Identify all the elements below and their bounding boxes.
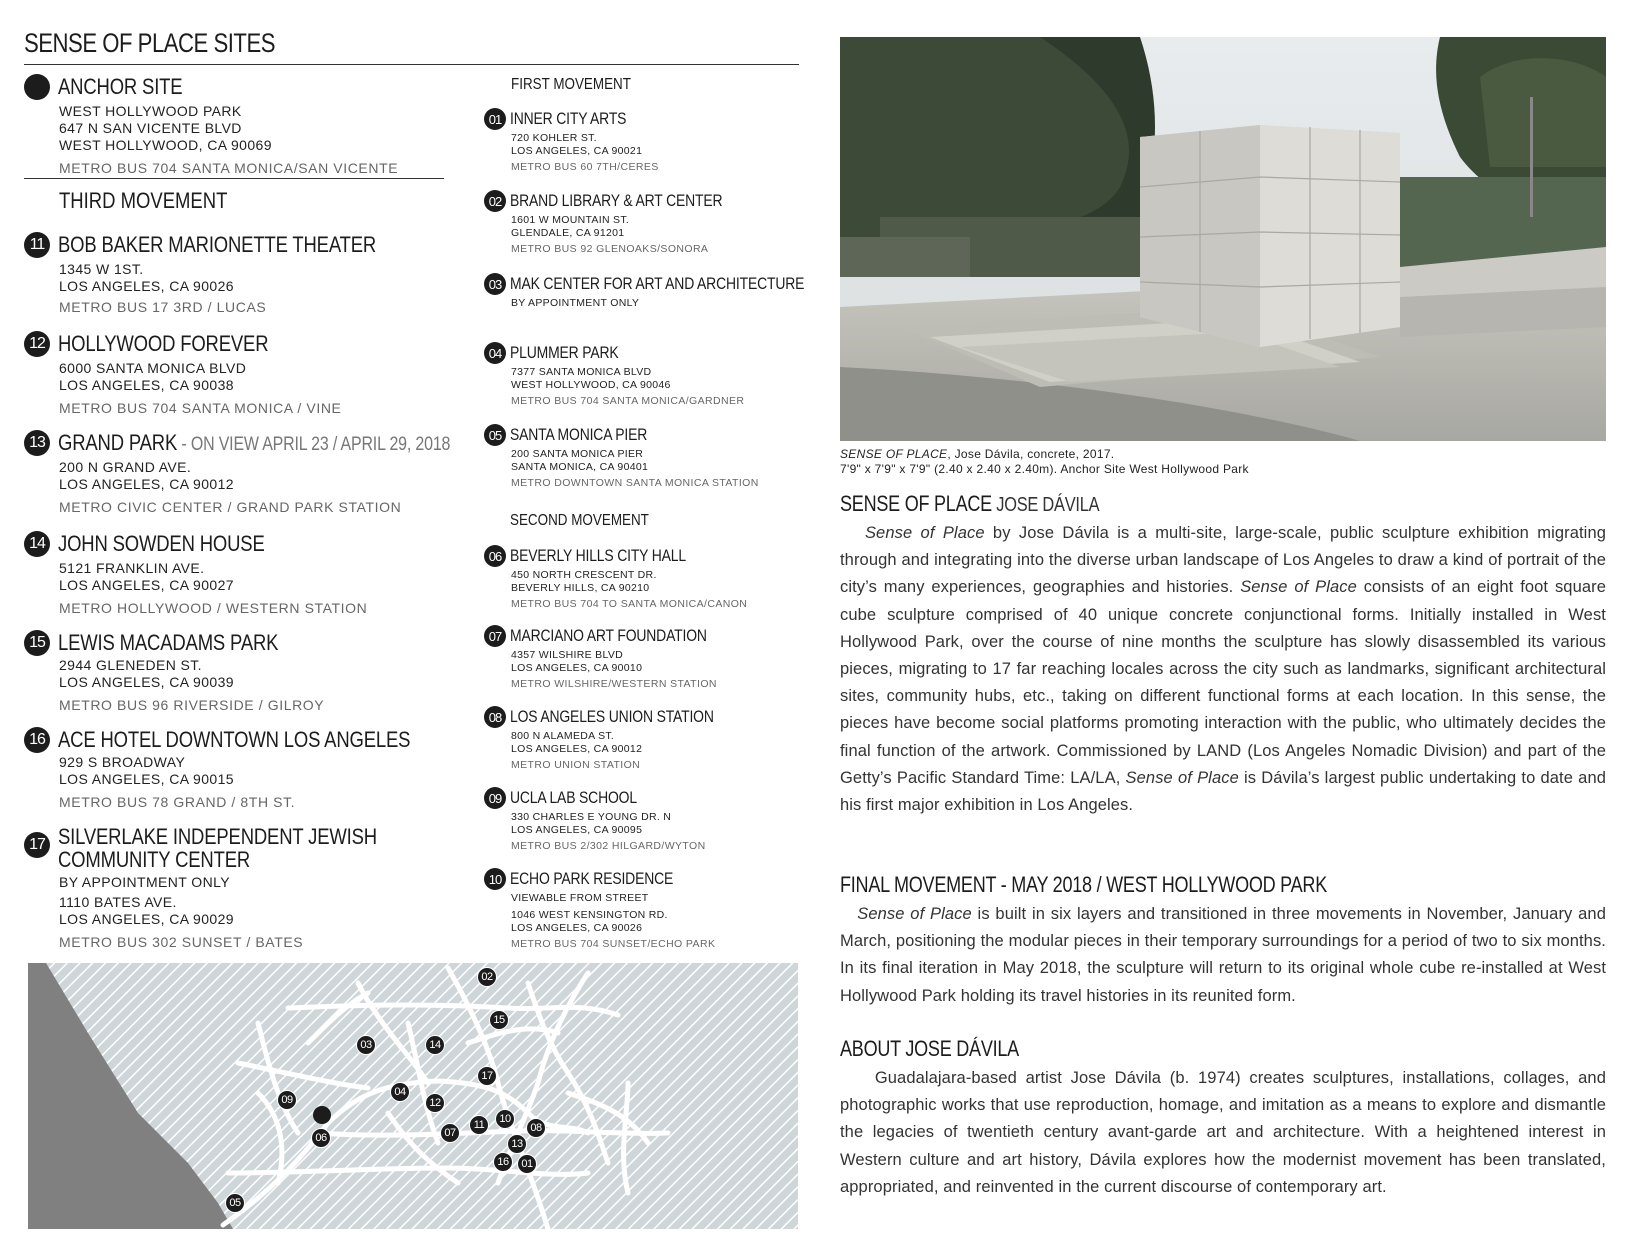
number-badge: 11: [24, 232, 50, 258]
number-badge: 01: [484, 108, 506, 130]
map-marker-01: 01: [517, 1154, 537, 1174]
map-marker-08: 08: [526, 1118, 546, 1138]
site-04: [484, 342, 744, 407]
address-line: SANTA MONICA, CA 90401: [511, 461, 649, 473]
site-08: [484, 706, 758, 771]
address-line: 1601 W MOUNTAIN ST.: [511, 214, 630, 226]
caption-line-2: 7'9" x 7'9" x 7'9" (2.40 x 2.40 x 2.40m). Anchor Site West Hollywood Park: [840, 462, 1249, 476]
site-name: SANTA MONICA PIER: [510, 425, 648, 444]
transit-line: METRO BUS 2/302 HILGARD/WYTON: [511, 840, 706, 852]
map-marker-12: 12: [425, 1093, 445, 1113]
map-marker-07: 07: [440, 1123, 460, 1143]
section-heading-about: ABOUT JOSE DÁVILA: [840, 1036, 1019, 1061]
site-name-line-2: COMMUNITY CENTER: [58, 847, 251, 872]
anchor-divider: [24, 178, 444, 179]
section-paragraph: [840, 1065, 1606, 1201]
anchor-site-name: ANCHOR SITE: [58, 74, 183, 99]
site-name: MAK CENTER FOR ART AND ARCHITECTURE: [510, 274, 805, 293]
third-movement-heading: THIRD MOVEMENT: [59, 188, 228, 213]
address-line: LOS ANGELES, CA 90012: [59, 476, 234, 492]
first-movement-heading: FIRST MOVEMENT: [511, 76, 631, 93]
transit-line: METRO BUS 704 SUNSET/ECHO PARK: [511, 938, 716, 950]
map-marker-13: 13: [507, 1134, 527, 1154]
address-line: 2944 GLENEDEN ST.: [59, 657, 202, 673]
caption-credit: , Jose Dávila, concrete, 2017.: [947, 447, 1115, 461]
site-name: LEWIS MACADAMS PARK: [58, 630, 279, 655]
italic-title: Sense of Place: [1125, 768, 1239, 787]
address-line: LOS ANGELES, CA 90010: [511, 662, 643, 674]
address-line: LOS ANGELES, CA 90027: [59, 577, 234, 593]
number-badge: 04: [484, 342, 506, 364]
address-line: BY APPOINTMENT ONLY: [59, 874, 230, 890]
section-paragraph: [840, 901, 1606, 1010]
section-heading-sense-of-place: [840, 491, 1099, 517]
address-line: BEVERLY HILLS, CA 90210: [511, 582, 650, 594]
site-name: ECHO PARK RESIDENCE: [510, 869, 674, 888]
sculpture-photo: [840, 37, 1606, 441]
site-07: [484, 625, 750, 690]
site-name: ACE HOTEL DOWNTOWN LOS ANGELES: [58, 727, 411, 752]
transit-line: METRO BUS 704 SANTA MONICA/GARDNER: [511, 395, 745, 407]
site-03: [484, 273, 869, 310]
site-name: PLUMMER PARK: [510, 343, 619, 362]
site-name: BEVERLY HILLS CITY HALL: [510, 546, 686, 565]
map-marker-03: 03: [356, 1035, 376, 1055]
address-line: LOS ANGELES, CA 90038: [59, 377, 234, 393]
anchor-address-line: WEST HOLLYWOOD, CA 90069: [59, 137, 272, 153]
italic-title: Sense of Place: [864, 524, 985, 542]
italic-title: Sense of Place: [1240, 578, 1357, 597]
map-marker-11: 11: [469, 1115, 489, 1135]
site-name: MARCIANO ART FOUNDATION: [510, 626, 707, 645]
address-line: WEST HOLLYWOOD, CA 90046: [511, 379, 671, 391]
site-11: [24, 232, 437, 315]
anchor-address-line: 647 N SAN VICENTE BLVD: [59, 120, 242, 136]
site-14: [24, 531, 367, 616]
anchor-address-line: WEST HOLLYWOOD PARK: [59, 103, 242, 119]
address-line: LOS ANGELES, CA 90039: [59, 674, 234, 690]
second-movement-heading: SECOND MOVEMENT: [510, 512, 649, 529]
transit-line: METRO BUS 17 3RD / LUCAS: [59, 299, 267, 315]
map-marker-10: 10: [495, 1109, 515, 1129]
marker-layer: [28, 963, 798, 1229]
address-line: LOS ANGELES, CA 90021: [511, 145, 643, 157]
site-name: BOB BAKER MARIONETTE THEATER: [58, 232, 377, 257]
section-heading-final-movement: FINAL MOVEMENT - MAY 2018 / WEST HOLLYWOOD PARK: [840, 872, 1327, 897]
address-line: LOS ANGELES, CA 90012: [511, 743, 643, 755]
number-badge: 15: [24, 630, 50, 656]
address-line: 7377 SANTA MONICA BLVD: [511, 366, 652, 378]
address-line: 450 NORTH CRESCENT DR.: [511, 569, 657, 581]
transit-line: METRO HOLLYWOOD / WESTERN STATION: [59, 600, 368, 616]
site-05: [484, 424, 759, 489]
address-line: 200 SANTA MONICA PIER: [511, 448, 644, 460]
address-line: 200 N GRAND AVE.: [59, 459, 192, 475]
number-badge: 07: [484, 625, 506, 647]
address-line: 1046 WEST KENSINGTON RD.: [511, 909, 668, 921]
transit-line: METRO BUS 704 SANTA MONICA / VINE: [59, 400, 342, 416]
site-02: [484, 190, 769, 255]
map-marker-15: 15: [489, 1010, 509, 1030]
address-line: VIEWABLE FROM STREET: [511, 892, 649, 904]
address-line: 4357 WILSHIRE BLVD: [511, 649, 623, 661]
address-line: LOS ANGELES, CA 90095: [511, 824, 643, 836]
site-06: [484, 545, 747, 610]
paragraph-text: is built in six layers and transitioned in three movements in November, January and March, positioning the modular pieces in their temporary surroundings for a period of two to six months. In its final iteration in May 2018, the sculpture will return to its original whole cube re-installed at West Hollywood Park holding its travel histories in its reunited form.: [840, 905, 1606, 1005]
site-name: GRAND PARK: [58, 430, 178, 455]
caption-line-1: [840, 447, 1249, 462]
map-marker-14: 14: [425, 1035, 445, 1055]
map-marker-09: 09: [277, 1090, 297, 1110]
address-line: LOS ANGELES, CA 90029: [59, 911, 234, 927]
transit-line: METRO BUS 704 TO SANTA MONICA/CANON: [511, 598, 748, 610]
map-marker-16: 16: [493, 1152, 513, 1172]
address-line: LOS ANGELES, CA 90026: [511, 922, 643, 934]
italic-title: Sense of Place: [857, 905, 972, 923]
number-badge: 06: [484, 545, 506, 567]
transit-line: METRO CIVIC CENTER / GRAND PARK STATION: [59, 499, 402, 515]
address-line: 1110 BATES AVE.: [59, 894, 177, 910]
heading-light: JOSE DÁVILA: [991, 494, 1100, 516]
address-line: 800 N ALAMEDA ST.: [511, 730, 615, 742]
number-badge: 14: [24, 531, 50, 557]
number-badge: 05: [484, 424, 506, 446]
site-01: [484, 108, 659, 173]
address-line: 929 S BROADWAY: [59, 754, 186, 770]
address-line: LOS ANGELES, CA 90026: [59, 278, 234, 294]
address-line: 5121 FRANKLIN AVE.: [59, 560, 205, 576]
transit-line: METRO UNION STATION: [511, 759, 641, 771]
site-map: [28, 963, 798, 1229]
transit-line: METRO BUS 302 SUNSET / BATES: [59, 934, 304, 950]
anchor-site: [24, 74, 398, 176]
paragraph-text: is Dávila’s largest public undertaking to date and his first major exhibition in Los Angeles.: [840, 768, 1606, 815]
address-line: GLENDALE, CA 91201: [511, 227, 625, 239]
site-name: HOLLYWOOD FOREVER: [58, 331, 269, 356]
transit-line: METRO BUS 92 GLENOAKS/SONORA: [511, 243, 709, 255]
site-17: [24, 826, 438, 950]
address-line: BY APPOINTMENT ONLY: [511, 297, 640, 309]
map-marker-06: 06: [311, 1128, 331, 1148]
section-paragraph: [840, 520, 1606, 819]
site-name: INNER CITY ARTS: [510, 109, 627, 128]
site-09: [484, 787, 706, 852]
site-16: [24, 727, 477, 810]
number-badge: 13: [24, 430, 50, 456]
address-line: 330 CHARLES E YOUNG DR. N: [511, 811, 672, 823]
map-marker-05: 05: [225, 1193, 245, 1213]
photo-illustration: [840, 37, 1606, 441]
site-13: [24, 430, 525, 515]
page-title: SENSE OF PLACE SITES: [24, 28, 276, 58]
site-10: [484, 868, 715, 950]
address-line: LOS ANGELES, CA 90015: [59, 771, 234, 787]
number-badge: 03: [484, 273, 506, 295]
number-badge: 08: [484, 706, 506, 728]
site-15: [24, 630, 324, 713]
number-badge: 12: [24, 331, 50, 357]
caption-title: SENSE OF PLACE: [840, 447, 948, 461]
map-marker-17: 17: [477, 1066, 497, 1086]
on-view-note: - ON VIEW APRIL 23 / APRIL 29, 2018: [177, 434, 451, 455]
heading-bold: SENSE OF PLACE: [840, 491, 992, 516]
anchor-transit: METRO BUS 704 SANTA MONICA/SAN VICENTE: [59, 160, 399, 176]
paragraph-text: consists of an eight foot square cube sculpture comprised of 40 unique concrete conjunctional forms. Initially installed in West Hollywood Park, over the course of nine months the sculpture has slowly disassembled its various pieces, migrating to 17 far reaching locales across the city such as landmarks, significant architectural sites, community hubs, etc., taking on different functional forms at each location. In this sense, the pieces have become social platforms promoting interaction with the public, who ultimately decides the final function of the artwork. Commissioned by LAND (Los Angeles Nomadic Division) and part of the Getty’s Pacific Standard Time: LA/LA,: [840, 578, 1606, 787]
transit-line: METRO BUS 96 RIVERSIDE / GILROY: [59, 697, 325, 713]
anchor-dot-icon: [24, 74, 50, 100]
title-divider: [24, 64, 799, 65]
transit-line: METRO WILSHIRE/WESTERN STATION: [511, 678, 717, 690]
site-name: SILVERLAKE INDEPENDENT JEWISH: [58, 824, 377, 849]
site-name: UCLA LAB SCHOOL: [510, 788, 637, 807]
site-12: [24, 331, 342, 416]
site-name: LOS ANGELES UNION STATION: [510, 707, 714, 726]
site-name: BRAND LIBRARY & ART CENTER: [510, 191, 723, 210]
site-name: JOHN SOWDEN HOUSE: [58, 531, 265, 556]
number-badge: 17: [24, 832, 50, 858]
map-marker-02: 02: [477, 967, 497, 987]
paragraph-text: Guadalajara-based artist Jose Dávila (b. 1974) creates sculptures, installations, collages, and photographic works that use reproduction, homage, and imitation as a means to explore and dismantle the legacies of twentieth century avant-garde art and architecture. With a heightened interest in Western culture and art history, Dávila explores how the modernist movement has been translated, appropriated, and reinvented in the current discourse of contemporary art.: [840, 1069, 1606, 1196]
transit-line: METRO BUS 60 7TH/CERES: [511, 161, 659, 173]
address-line: 6000 SANTA MONICA BLVD: [59, 360, 247, 376]
paragraph-text: by Jose Dávila is a multi-site, large-scale, public sculpture exhibition migrating through and integrating into the diverse urban landscape of Los Angeles to draw a kind of portrait of the city’s many experiences, geographies and histories.: [840, 524, 1607, 597]
number-badge: 02: [484, 190, 506, 212]
address-line: 1345 W 1ST.: [59, 261, 144, 277]
number-badge: 10: [484, 868, 506, 890]
transit-line: METRO BUS 78 GRAND / 8TH ST.: [59, 794, 296, 810]
photo-caption: [840, 447, 1249, 477]
number-badge: 16: [24, 727, 50, 753]
number-badge: 09: [484, 787, 506, 809]
transit-line: METRO DOWNTOWN SANTA MONICA STATION: [511, 477, 759, 489]
map-marker-04: 04: [390, 1082, 410, 1102]
address-line: 720 KOHLER ST.: [511, 132, 597, 144]
